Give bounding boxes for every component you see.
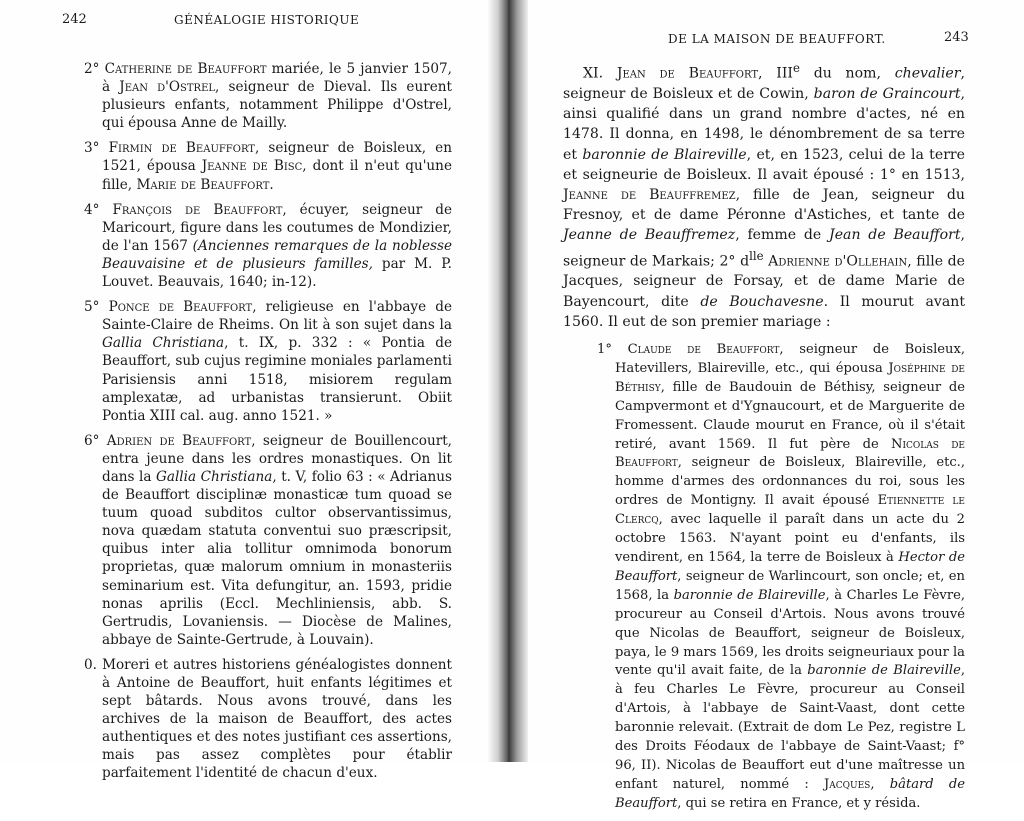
- left-page-body: [84, 60, 452, 790]
- entry-ponce: 5° Ponce de Beauffort, religieuse en l'abbaye de Sainte-Claire de Rheims. On lit à son sujet dans la Gallia Christiana, t. IX, p. 332 : « Pontia de Beauffort, sub cujus regimine moniales parlamenti Parisiensis anni 1518, misiorem regulam amplexatæ, ad urbanistas transierunt. Obiit Pontia XIII cal. aug. anno 1521. »: [84, 299, 453, 424]
- main-paragraph-jean: XI. Jean de Beauffort, IIIe du nom, chevalier, seigneur de Boisleux et de Cowin, baron de Graincourt, ainsi qualifié dans un grand nombre d'actes, né en 1478. Il donna, en 1498, le dénombrement de sa terre et baronnie de Blaireville, et, en 1523, celui de la terre et seigneurie de Boisleux. Il avait épousé : 1° en 1513, Jeanne de Beauffremez, fille de Jean, seigneur du Fresnoy, et de dame Péronne d'Astiches, et tante de Jeanne de Beauffremez, femme de Jean de Beauffort, seigneur de Markais; 2° $d^{lle}$ Adrienne d'Ollehain, fille de Jacques, seigneur de Forsay, et de dame Marie de Bayencourt, dite de Bouchavesne. Il mourut avant 1560. Il eut de son premier mariage :: [563, 61, 966, 330]
- left-page-number: 242: [62, 12, 87, 27]
- right-running-header: DE LA MAISON DE BEAUFFORT.: [668, 32, 886, 46]
- entry-francois: 4° François de Beauffort, écuyer, seigneur de Maricourt, figure dans les coutumes de Mondizier, de l'an 1567 (Anciennes remarques de la noblesse Beauvaisine et de plusieurs familles, par M. P. Louvet. Beauvais, 1640; in-12).: [84, 201, 452, 291]
- book-gutter: [488, 0, 528, 762]
- right-page-number: 243: [944, 30, 969, 45]
- footnote-moreri: 0. Moreri et autres historiens généalogistes donnent à Antoine de Beauffort, huit enfants légitimes et sept bâtards. Nous avons trouvé, dans les archives de la maison de Beauffort, des actes authentiques et des notes justifiant ces assertions, mais pas assez complètes pour établir parfaitement l'identité de chacun d'eux.: [84, 656, 452, 782]
- right-entry-claude: 1° Claude de Beauffort, seigneur de Boisleux, Hatevillers, Blaireville, etc., qui épousa Joséphine de Béthisy, fille de Baudouin de Béthisy, seigneur de Campvermont et d'Ygnaucourt, et de Marguerite de Fromessent. Claude mourut en France, où il s'était retiré, avant 1569. Il fut père de Nicolas de Beauffort, seigneur de Boisleux, Blaireville, etc., homme d'armes des ordonnances du roi, sous les ordres de Montigny. Il avait épousé Etiennette le Clercq, avec laquelle il paraît dans un acte du 2 octobre 1563. N'ayant point eu d'enfants, ils vendirent, en 1564, la terre de Boisleux à Hector de Beauffort, seigneur de Warlincourt, son oncle; et, en 1568, la baronnie de Blaireville, à Charles Le Fèvre, procureur au Conseil d'Artois. Nous avons trouvé que Nicolas de Beauffort, seigneur de Boisleux, paya, le 9 mars 1569, les droits seigneuriaux pour la vente qu'il avait faite, de la baronnie de Blaireville, à feu Charles Le Fèvre, procureur au Conseil d'Artois, à l'abbaye de Saint-Vaast, dont cette baronnie relevait. (Extrait de dom Le Pez, registre L des Droits Féodaux de l'abbaye de Saint-Vaast; f° 96, II). Nicolas de Beauffort eut d'une maîtresse un enfant naturel, nommé : Jacques, bâtard de Beauffort, qui se retira en France, et y résida.: [597, 342, 966, 811]
- left-running-header: GÉNÉALOGIE HISTORIQUE: [174, 13, 360, 27]
- entry-catherine: 2° Catherine de Beauffort mariée, le 5 janvier 1507, à Jean d'Ostrel, seigneur de Dieval. Ils eurent plusieurs enfants, notamment Philippe d'Ostrel, qui épousa Anne de Mailly.: [84, 61, 452, 132]
- entry-adrien: 6° Adrien de Beauffort, seigneur de Bouillencourt, entra jeune dans les ordres monastiques. On lit dans la Gallia Christiana, t. V, folio 63 : « Adrianus de Beauffort disciplinæ monasticæ tum quoad se tuum quoad subditos cultor observantissimus, nova quædam statuta conventui suo præscripsit, quibus inter alia tollitur omnimoda bonorum proprietas, quæ malorum omnium in monasteriis seminarium est. Vita defungitur, an. 1593, pridie nonas aprilis (Eccl. Mechliniensis, abb. S. Gertrudis, Lovaniensis. — Diocèse de Malines, abbaye de Sainte-Gertrude, à Louvain).: [84, 432, 453, 648]
- right-page-body: [563, 58, 965, 339]
- entry-firmin: 3° Firmin de Beauffort, seigneur de Boisleux, en 1521, épousa Jeanne de Bisc, dont il n'eut qu'une fille, Marie de Beauffort.: [84, 140, 452, 193]
